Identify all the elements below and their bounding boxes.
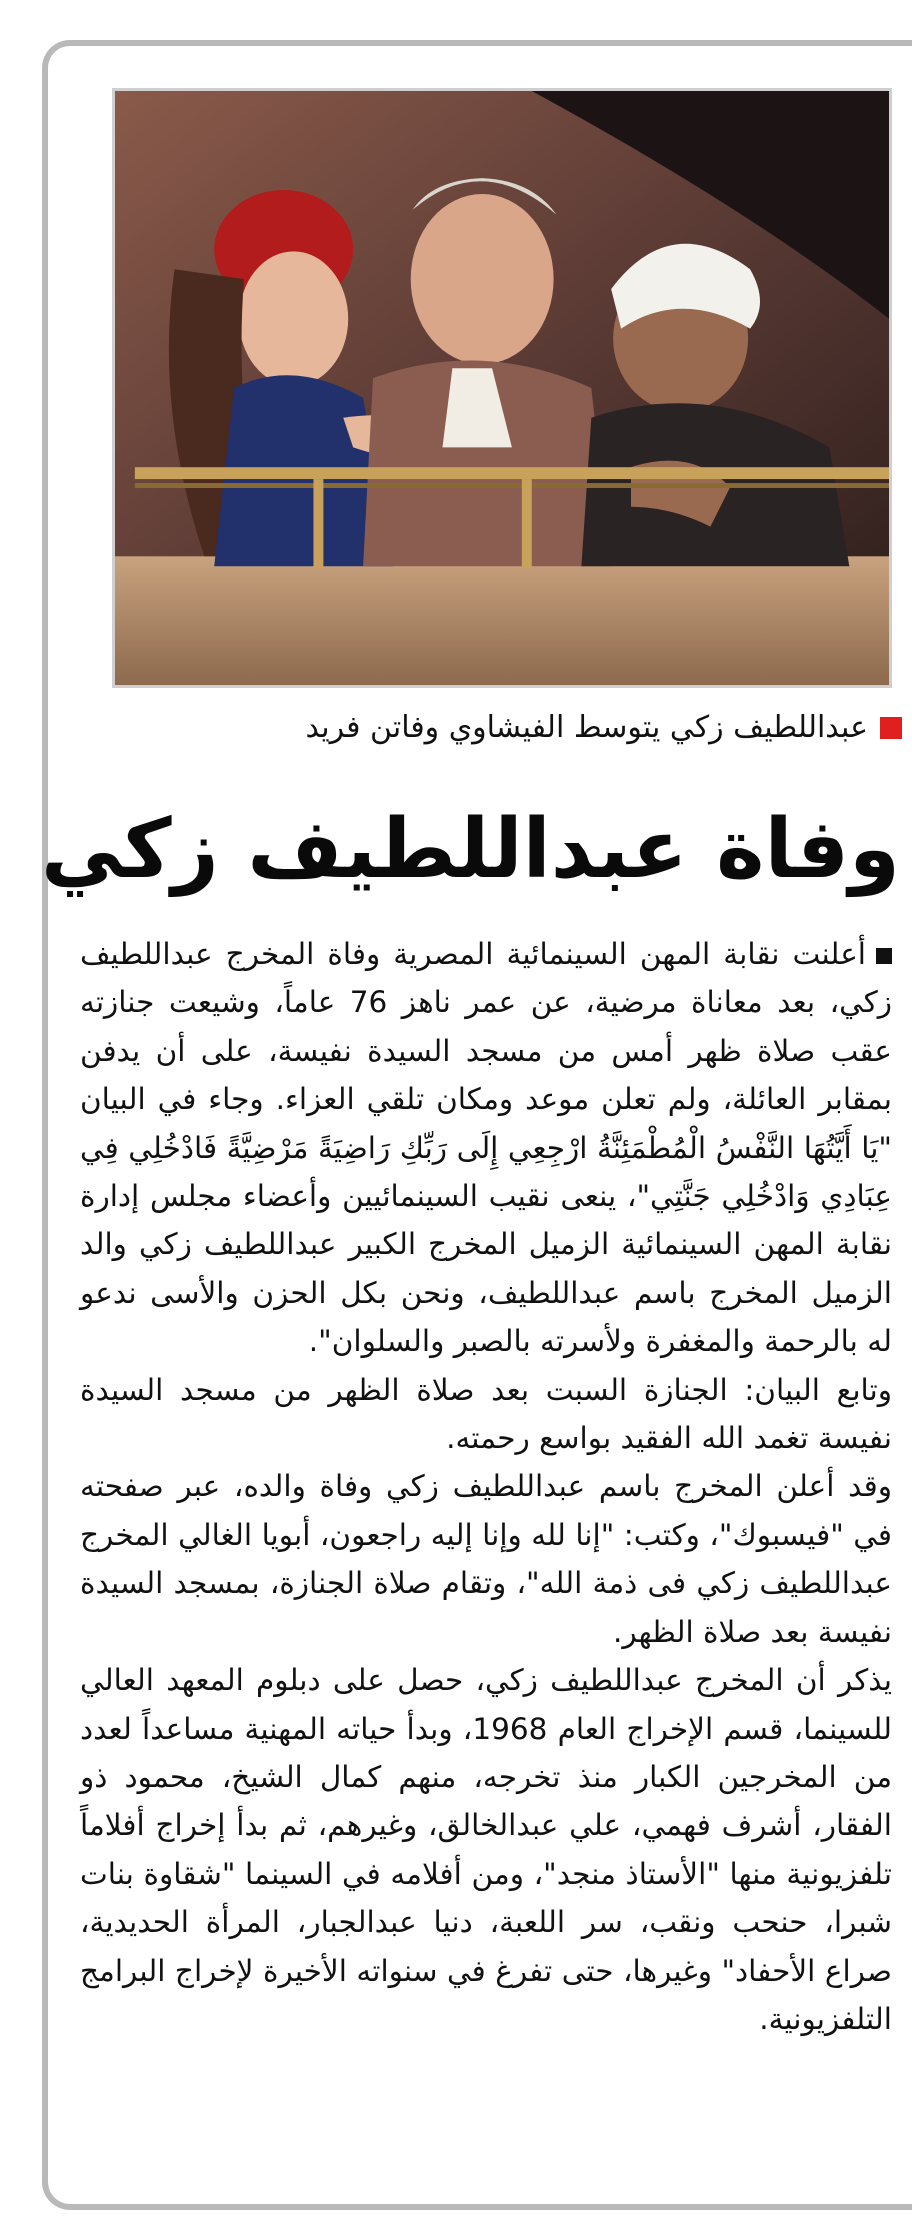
- article-paragraph-1: [80, 930, 892, 1366]
- article-body: [80, 930, 892, 2043]
- caption-text: عبداللطيف زكي يتوسط الفيشاوي وفاتن فريد: [305, 710, 868, 745]
- article-paragraph-2: وتابع البيان: الجنازة السبت بعد صلاة الظهر من مسجد السيدة نفيسة تغمد الله الفقيد بواسع رحمته.: [80, 1372, 892, 1456]
- article-photo: [112, 88, 892, 688]
- film-still-photo-icon: [115, 91, 889, 685]
- article-headline: وفاة عبداللطيف زكي: [40, 802, 900, 897]
- bullet-square-icon: [876, 948, 892, 964]
- article-paragraph-4: يذكر أن المخرج عبداللطيف زكي، حصل على دبلوم المعهد العالي للسينما، قسم الإخراج العام 1968، وبدأ حياته المهنية مساعداً لعدد من المخرجين الكبار منذ تخرجه، منهم كمال الشيخ، محمود ذو الفقار، أشرف فهمي، علي عبدالخالق، وغيرهم، ثم بدأ إخراج أفلاماً تلفزيونية منها "الأستاذ منجد"، ومن أفلامه في السينما "شقاوة بنات شبرا، حنحب ونقب، سر اللعبة، دنيا عبدالجبار، المرأة الحديدية، صراع الأحفاد" وغيرها، حتى تفرغ في سنواته الأخيرة لإخراج البرامج التلفزيونية.: [80, 1663, 892, 2036]
- caption-marker-icon: [880, 717, 902, 739]
- photo-caption: [112, 700, 902, 756]
- paragraph-text: أعلنت نقابة المهن السينمائية المصرية وفاة المخرج عبداللطيف زكي، بعد معاناة مرضية، عن عمر ناهز 76 عاماً، وشيعت جنازته عقب صلاة ظهر أمس من مسجد السيدة نفيسة، على أن يدفن بمقابر العائلة، ولم تعلن موعد ومكان تلقي العزاء. وجاء في البيان "يَا أَيَّتُهَا النَّفْسُ الْمُطْمَئِنَّةُ ارْجِعِي إِلَى رَبِّكِ رَاضِيَةً مَرْضِيَّةً فَادْخُلِي فِي عِبَادِي وَادْخُلِي جَنَّتِي"، ينعى نقيب السينمائيين وأعضاء مجلس إدارة نقابة المهن السينمائية الزميل المخرج الكبير عبداللطيف زكي والد الزميل المخرج باسم عبداللطيف، ونحن بكل الحزن والأسى ندعو له بالرحمة والمغفرة ولأسرته بالصبر والسلوان".: [80, 937, 892, 1359]
- article-paragraph-3: وقد أعلن المخرج باسم عبداللطيف زكي وفاة والده، عبر صفحته في "فيسبوك"، وكتب: "إنا لله وإنا إليه راجعون، أبويا الغالي المخرج عبداللطيف زكي فى ذمة الله"، وتقام صلاة الجنازة، بمسجد السيدة نفيسة بعد صلاة الظهر.: [80, 1469, 892, 1649]
